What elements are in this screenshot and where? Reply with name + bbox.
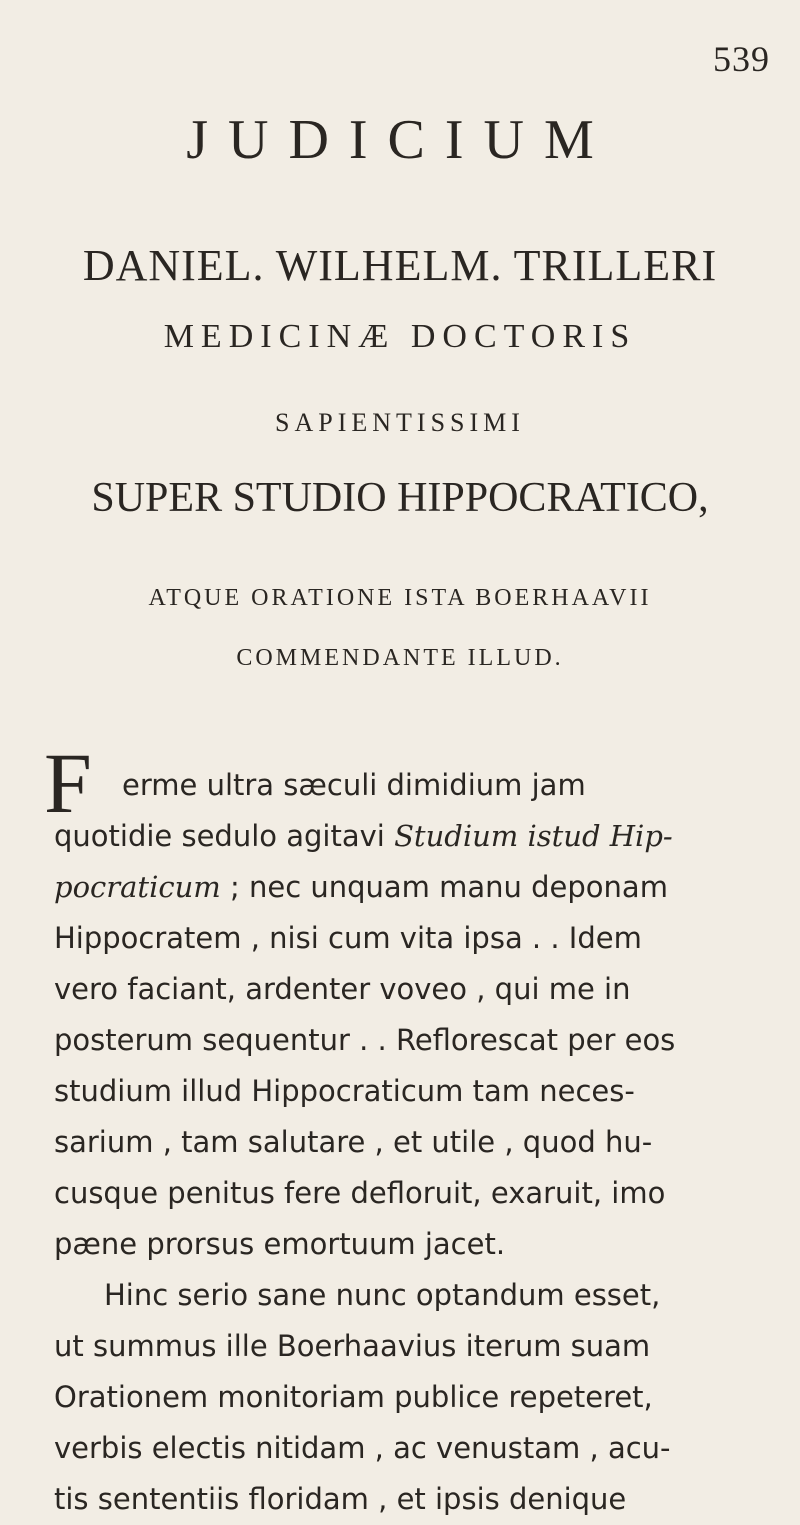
text-span: Hippocratem , nisi cum vita ipsa . . Idem bbox=[54, 921, 642, 955]
author-name: DANIEL. WILHELM. TRILLERI bbox=[82, 241, 718, 290]
text-line bbox=[54, 1270, 768, 1321]
topic-heading: SUPER STUDIO HIPPOCRATICO, bbox=[91, 475, 709, 521]
text-line bbox=[54, 760, 768, 811]
text-line bbox=[54, 964, 768, 1015]
body-text bbox=[54, 760, 768, 1525]
page-number: 539 bbox=[713, 39, 770, 79]
text-span: Hinc serio sane nunc optandum esset, bbox=[104, 1278, 661, 1312]
text-span: ; nec unquam manu deponam bbox=[220, 870, 668, 904]
subtitle-line-2: COMMENDANTE ILLUD. bbox=[236, 645, 564, 671]
subtitle-line-1: ATQUE ORATIONE ISTA BOERHAAVII bbox=[148, 585, 652, 611]
author-degree: MEDICINÆ DOCTORIS bbox=[163, 318, 637, 355]
page-title: JUDICIUM bbox=[186, 109, 614, 171]
text-line bbox=[54, 862, 768, 913]
text-span: posterum sequentur . . Reflorescat per eos bbox=[54, 1023, 676, 1057]
text-line bbox=[54, 811, 768, 862]
text-span: sarium , tam salutare , et utile , quod hu- bbox=[54, 1125, 653, 1159]
text-line bbox=[54, 913, 768, 964]
text-line bbox=[54, 1423, 768, 1474]
text-line bbox=[54, 1015, 768, 1066]
text-span: ut summus ille Boerhaavius iterum suam bbox=[54, 1329, 651, 1363]
text-span: erme ultra sæculi dimidium jam bbox=[122, 768, 586, 802]
text-span: cusque penitus fere defloruit, exaruit, imo bbox=[54, 1176, 666, 1210]
text-line bbox=[54, 1066, 768, 1117]
text-line bbox=[54, 1117, 768, 1168]
drop-cap: F bbox=[44, 735, 92, 831]
italic-text: pocraticum bbox=[54, 870, 221, 904]
text-span: Orationem monitoriam publice repeteret, bbox=[54, 1380, 653, 1414]
text-line bbox=[54, 1219, 768, 1270]
text-span: verbis electis nitidam , ac venustam , acu- bbox=[54, 1431, 671, 1465]
text-span: quotidie sedulo agitavi bbox=[54, 819, 395, 853]
text-line bbox=[54, 1474, 768, 1525]
text-line bbox=[54, 1321, 768, 1372]
text-span: pæne prorsus emortuum jacet. bbox=[54, 1227, 506, 1261]
italic-text: Studium istud Hip- bbox=[394, 819, 673, 853]
text-line bbox=[54, 1168, 768, 1219]
text-span: tis sententiis floridam , et ipsis denique bbox=[54, 1482, 627, 1516]
text-span bbox=[54, 811, 673, 862]
text-span bbox=[54, 862, 668, 913]
author-epithet: SAPIENTISSIMI bbox=[275, 408, 525, 437]
text-span: vero faciant, ardenter voveo , qui me in bbox=[54, 972, 631, 1006]
text-span: studium illud Hippocraticum tam neces- bbox=[54, 1074, 635, 1108]
text-line bbox=[54, 1372, 768, 1423]
